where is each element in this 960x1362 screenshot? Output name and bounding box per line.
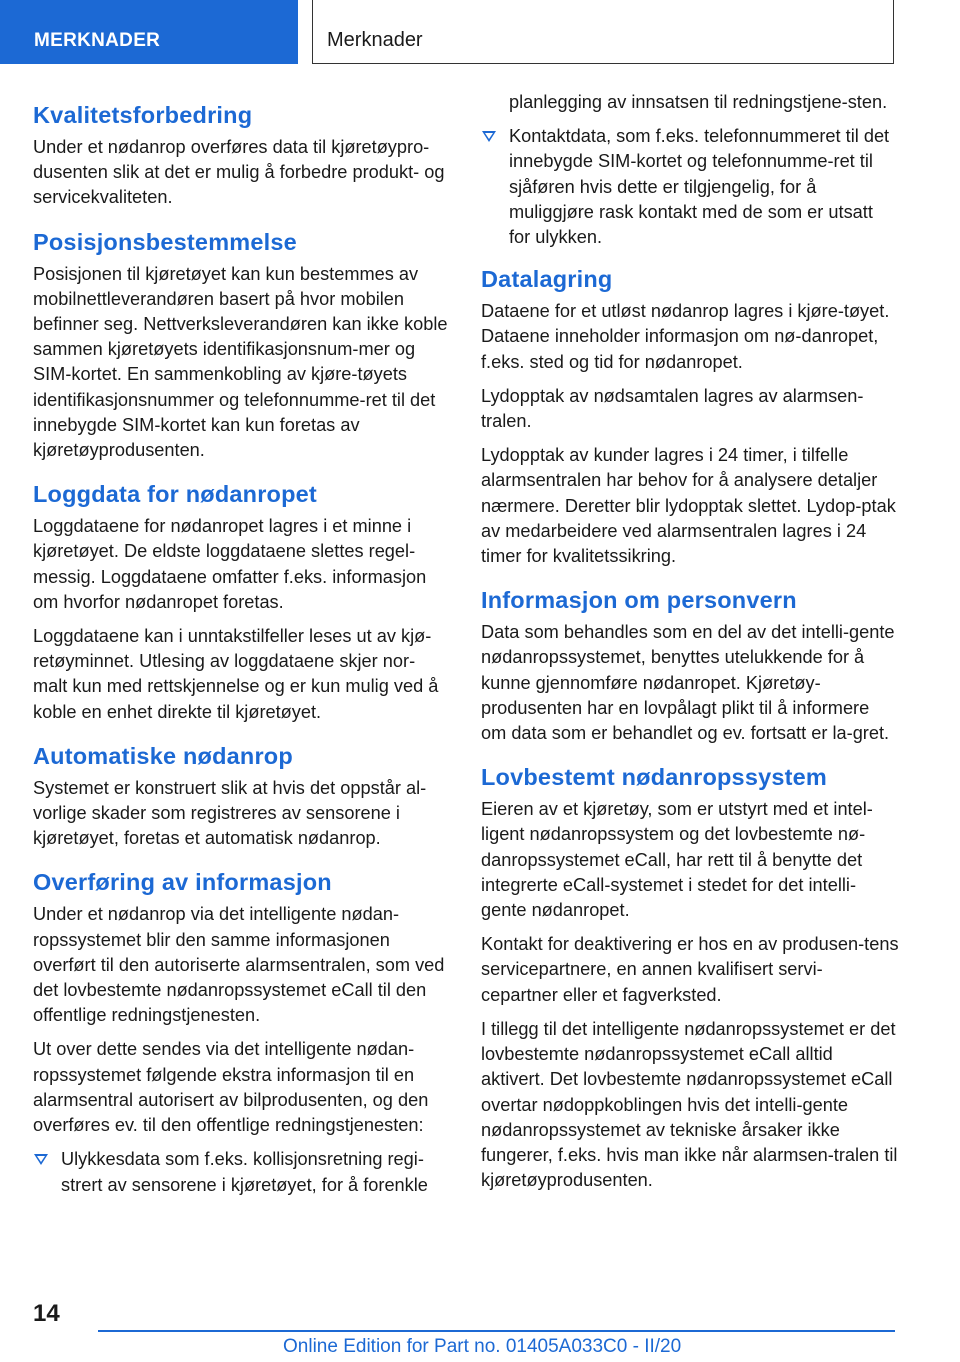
- section-heading: Automatiske nødanrop: [33, 742, 293, 769]
- section-overforing: [33, 867, 448, 1197]
- triangle-bullet-icon: [482, 131, 496, 142]
- paragraph: Posisjonen til kjøretøyet kan kun bestemmes av mobilnettleverandøren basert på hvor mobilen befinner seg. Nettverksleverandøren kan ikke koble sammen kjøretøyets identifikasjonsnum-mer og SIM-kortet. En sammenkobling av kjøre-tøyets identifikasjonsnummer og telefonnumme-ret til det innebygde SIM-kortet kan kun foretas av kjøretøyprodusenten.: [33, 263, 448, 461]
- paragraph: Loggdataene kan i unntakstilfeller leses ut av kjø-retøyminnet. Utlesing av loggdataene skjer nor-malt kun med rettskjennelse og er kun mulig ved å koble en enhet direkte til kjøretøyet.: [33, 626, 439, 722]
- section-heading: Lovbestemt nødanropssystem: [481, 764, 828, 791]
- footer-edition: Online Edition for Part no. 01405A033C0 - II/20: [283, 1336, 682, 1357]
- section-heading: Datalagring: [481, 266, 613, 293]
- list-item: [481, 124, 899, 250]
- paragraph: Kontakt for deaktivering er hos en av produsen-tens servicepartnere, en annen kvalifisert servi-cepartner eller et fagverksted.: [481, 934, 899, 1005]
- right-column: [481, 90, 899, 1209]
- list-item-text: Ulykkesdata som f.eks. kollisjonsretning regi-strert av sensorene i kjøretøyet, for å forenkle: [61, 1149, 428, 1195]
- section-lovbestemt: [481, 762, 899, 1193]
- section-personvern: [481, 585, 899, 746]
- paragraph: Loggdataene for nødanropet lagres i et minne i kjøretøyet. De eldste loggdataene slettes regel-messig. Loggdataene omfatter f.eks. informasjon om hvorfor nødanropet foretas.: [33, 516, 427, 612]
- continued-bullet-text: planlegging av innsatsen til redningstjene-sten.: [509, 92, 888, 112]
- paragraph: Dataene for et utløst nødanrop lagres i kjøre-tøyet. Dataene inneholder informasjon om nø-danropet, f.eks. sted og tid for nødanropet.: [481, 301, 890, 372]
- section-automatiske-nodanrop: [33, 741, 448, 852]
- section-heading: Posisjonsbestemmelse: [33, 228, 297, 255]
- section-heading: Informasjon om personvern: [481, 587, 797, 614]
- paragraph: Systemet er konstruert slik at hvis det oppstår al-vorlige skader som registreres av sensorene i kjøretøyet, foretas et automatisk nødanrop.: [33, 777, 427, 849]
- paragraph: Under et nødanrop overføres data til kjøretøypro-dusenten slik at det er mulig å forbedre produkt- og servicekvaliteten.: [33, 137, 445, 208]
- footer-divider: [98, 1330, 895, 1332]
- paragraph: I tillegg til det intelligente nødanropssystemet er det lovbestemte nødanropssystemet eCall alltid aktivert. Det lovbestemte nødanropssystemet eCall overtar nødoppkoblingen hvis det intelli-gente nødanropssystemet av tekniske årsaker ikke fungerer, f.eks. hvis man ikke når alarmsen-tralen til kjøretøyprodusenten.: [481, 1018, 898, 1191]
- bullet-list: [481, 124, 899, 250]
- section-heading: Overføring av informasjon: [33, 869, 332, 896]
- bullet-list: [33, 1147, 448, 1197]
- triangle-bullet-icon: [34, 1154, 48, 1165]
- paragraph: Eieren av et kjøretøy, som er utstyrt med et intel-ligent nødanropssystem og det lovbestemte nø-danropssystemet eCall, har rett til å benytte det integrerte eCall-systemet i stedet for det intelli-gente nødanropet.: [481, 799, 873, 921]
- paragraph: Data som behandles som en del av det intelli-gente nødanropssystemet, benyttes utelukkende for å kunne gjennomføre nødanropet. Kjøretøy-produsenten har en lovpålagt plikt til å informere om data som er behandlet og ev. fortsatt er la-gret.: [481, 622, 895, 744]
- paragraph: Under et nødanrop via det intelligente nødan-ropssystemet blir den samme informasjonen overført til den autoriserte alarmsentralen, som ved det lovbestemte nødanropssystemet eCall til den offentlige redningstjenesten.: [33, 904, 445, 1026]
- chapter-title: Merknader: [312, 0, 894, 64]
- list-item: [33, 1147, 448, 1197]
- chapter-tab: MERKNADER: [0, 0, 298, 64]
- section-posisjonsbestemmelse: [33, 227, 448, 464]
- paragraph: Lydopptak av kunder lagres i 24 timer, i tilfelle alarmsentralen har behov for å analysere detaljer nærmere. Deretter blir lydopptak slettet. Lydop-ptak av medarbeidere ved alarmsentralen lagres i 24 timer for kvalitetssikring.: [481, 445, 896, 567]
- paragraph: Ut over dette sendes via det intelligente nødan-ropssystemet følgende ekstra informasjon til en alarmsentral autorisert av bilprodusenten, og den overføres ev. til den offentlige redningstjenesten:: [33, 1039, 429, 1136]
- page-number: 14: [33, 1300, 60, 1327]
- section-heading: Loggdata for nødanropet: [33, 481, 317, 508]
- section-loggdata: [33, 479, 448, 725]
- section-heading: Kvalitetsforbedring: [33, 102, 253, 128]
- paragraph: Lydopptak av nødsamtalen lagres av alarmsen-tralen.: [481, 385, 864, 432]
- list-item-text: Kontaktdata, som f.eks. telefonnummeret til det innebygde SIM-kortet og telefonnumme-ret til sjåføren hvis dette er tilgjengelig, for å muliggjøre rask kontakt med de som er utsatt for ulykken.: [509, 126, 890, 248]
- left-column: [33, 100, 448, 1214]
- section-datalagring: [481, 264, 899, 569]
- section-kvalitetsforbedring: [33, 100, 448, 211]
